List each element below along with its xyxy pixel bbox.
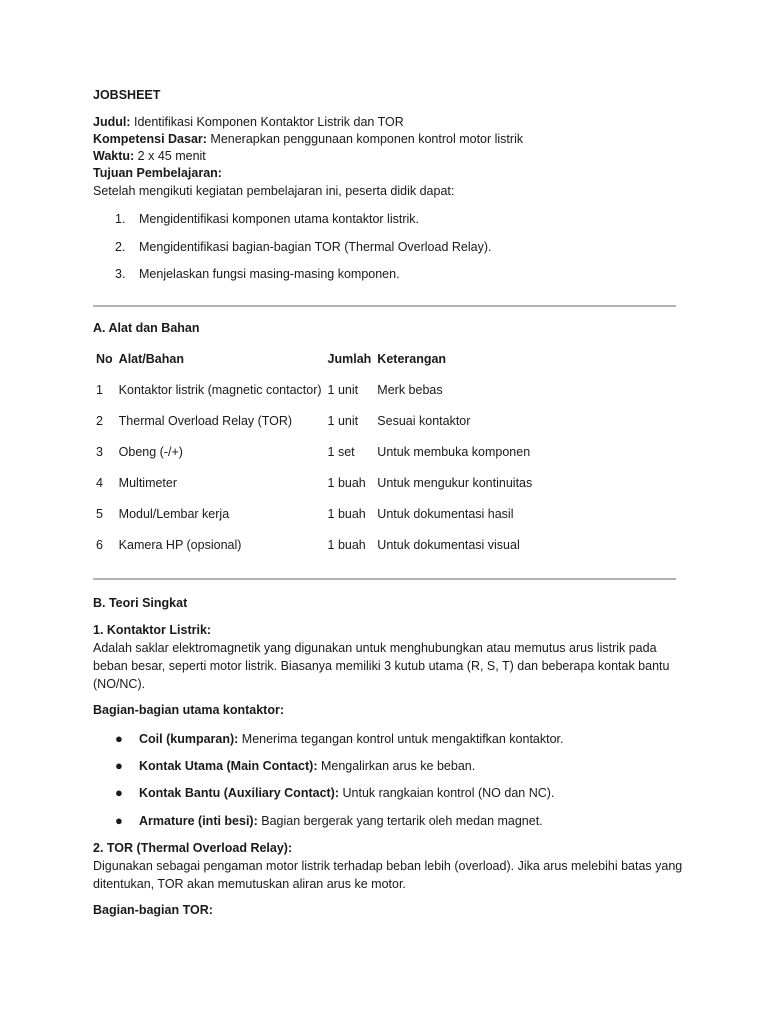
cell-qty: 1 unit [327,413,359,428]
cell-no: 3 [96,444,103,459]
cell-note: Untuk dokumentasi visual [377,537,520,552]
list-item [115,757,475,775]
tor-description: Digunakan sebagai pengaman motor listrik terhadap beban lebih (overload). Jika arus melebihi batas yang ditentukan, TOR akan memutuskan aliran arus ke motor. [93,859,683,891]
waktu-label: Waktu: [93,149,135,163]
col-qty-header: Jumlah [327,351,372,366]
objective-number: 2. [115,240,126,254]
tools-table [93,343,535,560]
cell-note: Untuk membuka komponen [377,444,531,459]
cell-item: Kamera HP (opsional) [118,537,242,552]
cell-item: Kontaktor listrik (magnetic contactor) [118,382,322,397]
cell-item: Obeng (-/+) [118,444,183,459]
divider [93,305,676,307]
cell-note: Merk bebas [377,382,443,397]
objective-item [115,211,419,228]
part-text: Mengalirkan arus ke beban. [317,759,476,773]
part-label: Coil (kumparan): [139,732,239,746]
table-header-row [93,343,535,374]
cell-note: Untuk mengukur kontinuitas [377,475,533,490]
section-a-title: A. Alat dan Bahan [93,321,200,335]
bullet-icon: ● [115,758,123,773]
cell-item: Multimeter [118,475,178,490]
bullet-icon: ● [115,731,123,746]
kontaktor-description: Adalah saklar elektromagnetik yang digunakan untuk menghubungkan atau memutus arus listrik pada beban besar, seperti motor listrik. Biasanya memiliki 3 kutub utama (R, S, T) dan beberapa kontak bantu (NO/NC). [93,641,670,691]
kontaktor-heading: 1. Kontaktor Listrik: [93,623,212,637]
part-label: Kontak Utama (Main Contact): [139,759,318,773]
cell-qty: 1 buah [327,506,366,521]
table-row [93,498,535,529]
list-item [115,784,554,802]
bullet-icon: ● [115,785,123,800]
part-text: Menerima tegangan kontrol untuk mengaktifkan kontaktor. [238,732,564,746]
parts-heading: Bagian-bagian utama kontaktor: [93,703,284,717]
tujuan-intro: Setelah mengikuti kegiatan pembelajaran ini, peserta didik dapat: [93,184,455,198]
col-item-header: Alat/Bahan [118,351,184,366]
doc-title: JOBSHEET [93,88,161,102]
kompetensi-value: Menerapkan penggunaan komponen kontrol motor listrik [206,132,524,146]
objective-item [115,266,400,283]
kompetensi-line [93,131,523,148]
tor-heading: 2. TOR (Thermal Overload Relay): [93,841,293,855]
cell-no: 6 [96,537,103,552]
cell-qty: 1 set [327,444,355,459]
cell-no: 1 [96,382,103,397]
part-text: Bagian bergerak yang tertarik oleh medan magnet. [257,814,543,828]
objective-number: 3. [115,267,126,281]
cell-item: Thermal Overload Relay (TOR) [118,413,293,428]
waktu-line [93,148,206,165]
objective-text: Menjelaskan fungsi masing-masing komponen. [139,267,400,281]
col-no-header: No [96,351,113,366]
table-row [93,436,535,467]
cell-qty: 1 unit [327,382,359,397]
cell-no: 5 [96,506,103,521]
judul-label: Judul: [93,115,131,129]
judul-line [93,114,404,131]
cell-item: Modul/Lembar kerja [118,506,230,521]
table-row [93,529,535,560]
part-text: Untuk rangkaian kontrol (NO dan NC). [339,786,555,800]
waktu-value: 2 x 45 menit [134,149,206,163]
cell-qty: 1 buah [327,475,366,490]
objective-number: 1. [115,212,126,226]
table-row [93,405,535,436]
tujuan-label: Tujuan Pembelajaran: [93,166,222,180]
judul-value: Identifikasi Komponen Kontaktor Listrik dan TOR [130,115,404,129]
tor-parts-heading: Bagian-bagian TOR: [93,903,213,917]
cell-qty: 1 buah [327,537,366,552]
list-item [115,812,543,830]
section-b-title: B. Teori Singkat [93,596,188,610]
cell-no: 2 [96,413,103,428]
part-label: Kontak Bantu (Auxiliary Contact): [139,786,340,800]
bullet-icon: ● [115,813,123,828]
cell-note: Untuk dokumentasi hasil [377,506,514,521]
objective-item [115,239,491,256]
objective-text: Mengidentifikasi komponen utama kontaktor listrik. [139,212,419,226]
cell-note: Sesuai kontaktor [377,413,471,428]
list-item [115,730,564,748]
table-row [93,467,535,498]
table-row [93,374,535,405]
kompetensi-label: Kompetensi Dasar: [93,132,207,146]
cell-no: 4 [96,475,103,490]
divider [93,578,676,580]
objective-text: Mengidentifikasi bagian-bagian TOR (Thermal Overload Relay). [139,240,492,254]
col-note-header: Keterangan [377,351,447,366]
part-label: Armature (inti besi): [139,814,258,828]
